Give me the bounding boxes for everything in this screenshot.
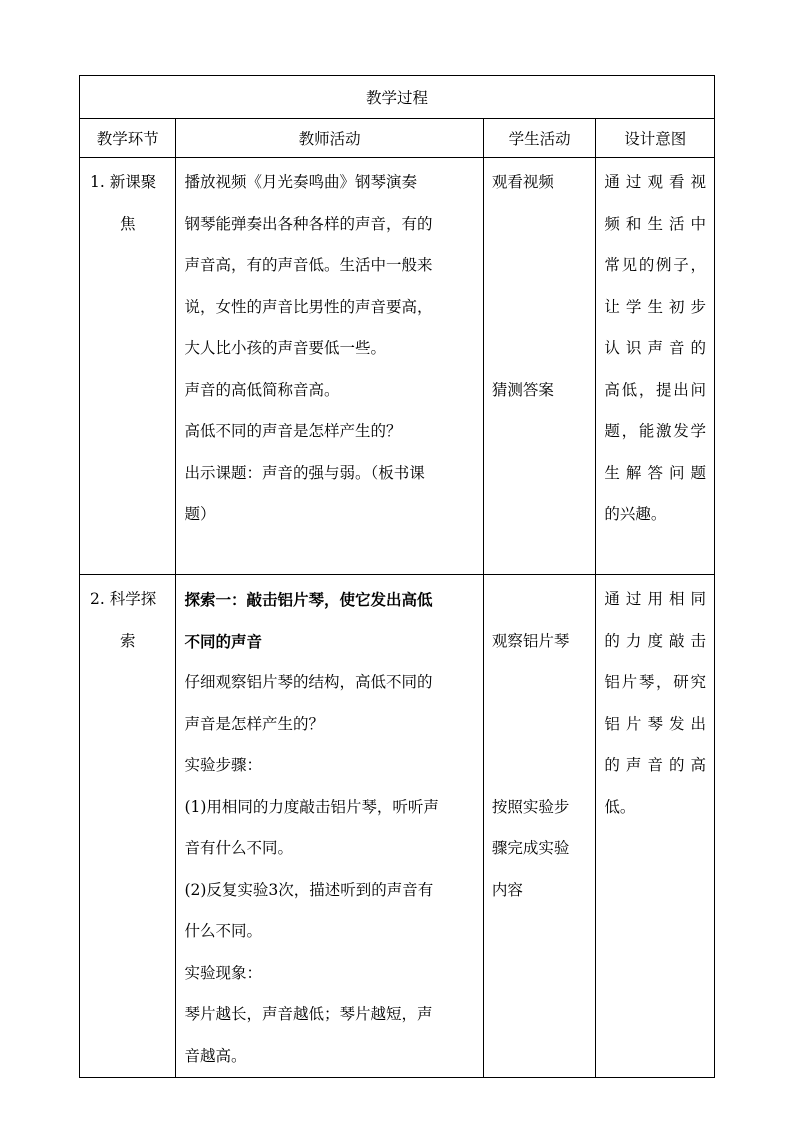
section-label-line2: 焦: [119, 214, 136, 233]
design-line: 常见的例子，: [604, 256, 706, 274]
teacher-activity-cell: [176, 575, 483, 1078]
student-line: 按照实验步: [491, 797, 570, 816]
teacher-line: 声音高，有的声音低。生活中一般来: [184, 256, 433, 274]
design-line: 认识声音的: [604, 339, 706, 357]
teacher-line: (2)反复实验3次，描述听到的声音有: [184, 880, 434, 899]
design-line: 题，能激发学: [604, 422, 706, 440]
design-line: 频和生活中: [604, 214, 706, 233]
teacher-line: 实验步骤：: [184, 756, 262, 774]
section-cell: [80, 575, 176, 1078]
table-row: [80, 158, 715, 575]
student-activity-cell: [483, 158, 596, 575]
exploration-heading-line: 不同的声音: [184, 631, 262, 651]
design-intent-cell: [596, 158, 715, 575]
student-line: 猜测答案: [491, 380, 554, 399]
teaching-process-table: [79, 75, 715, 1078]
section-label-line1: 2. 科学探: [90, 590, 157, 608]
teacher-line: 音有什么不同。: [184, 839, 293, 857]
student-line: 内容: [491, 880, 523, 899]
student-line: 观察铝片琴: [491, 631, 570, 650]
teacher-line: 大人比小孩的声音要低一些。: [184, 339, 386, 357]
table-row: [80, 575, 715, 1078]
design-intent-cell: [596, 575, 715, 1078]
teacher-line: 声音的高低简称音高。: [184, 380, 340, 399]
design-line: 的声音的高: [604, 756, 706, 774]
student-activity-cell: [483, 575, 596, 1078]
teacher-line: 题）: [184, 505, 216, 523]
design-line: 通过用相同: [604, 590, 706, 608]
teacher-line: 实验现象：: [184, 963, 262, 982]
teacher-line: 仔细观察铝片琴的结构，高低不同的: [184, 673, 433, 691]
section-label-line1: 1. 新课聚: [90, 173, 157, 191]
design-line: 的兴趣。: [604, 505, 667, 523]
header-row: [80, 119, 715, 158]
teacher-line: 声音是怎样产生的？: [184, 714, 324, 733]
design-line: 高低，提出问: [604, 380, 706, 399]
design-line: 生解答问题: [604, 463, 706, 482]
table-title: 教学过程: [80, 76, 715, 119]
design-line: 低。: [604, 797, 636, 816]
student-line: 观看视频: [491, 173, 554, 191]
teacher-line: 高低不同的声音是怎样产生的？: [184, 422, 402, 440]
teacher-line: (1)用相同的力度敲击铝片琴，听听声: [184, 797, 439, 816]
teacher-line: 播放视频《月光奏鸣曲》钢琴演奏: [184, 173, 417, 191]
teacher-line: 琴片越长，声音越低；琴片越短，声: [184, 1005, 433, 1023]
design-line: 让学生初步: [604, 297, 706, 316]
header-teacher: 教师活动: [176, 119, 483, 158]
design-line: 通过观看视: [604, 173, 706, 191]
section-label-line2: 索: [119, 631, 136, 650]
header-design: 设计意图: [596, 119, 715, 158]
header-student: 学生活动: [483, 119, 596, 158]
design-line: 铝片琴，研究: [604, 673, 706, 691]
student-line: 骤完成实验: [491, 839, 570, 857]
section-cell: [80, 158, 176, 575]
exploration-heading-line: 探索一：敲击铝片琴，使它发出高低: [184, 590, 433, 609]
design-line: 铝片琴发出: [604, 714, 706, 733]
teacher-line: 钢琴能弹奏出各种各样的声音，有的: [184, 214, 433, 233]
teacher-line: 什么不同。: [184, 922, 262, 940]
teacher-line: 出示课题：声音的强与弱。（板书课: [184, 463, 425, 482]
design-line: 的力度敲击: [604, 631, 706, 650]
teacher-line: 说，女性的声音比男性的声音要高，: [184, 297, 433, 316]
teacher-line: 音越高。: [184, 1046, 247, 1065]
teacher-activity-cell: [176, 158, 483, 575]
header-section: 教学环节: [80, 119, 176, 158]
